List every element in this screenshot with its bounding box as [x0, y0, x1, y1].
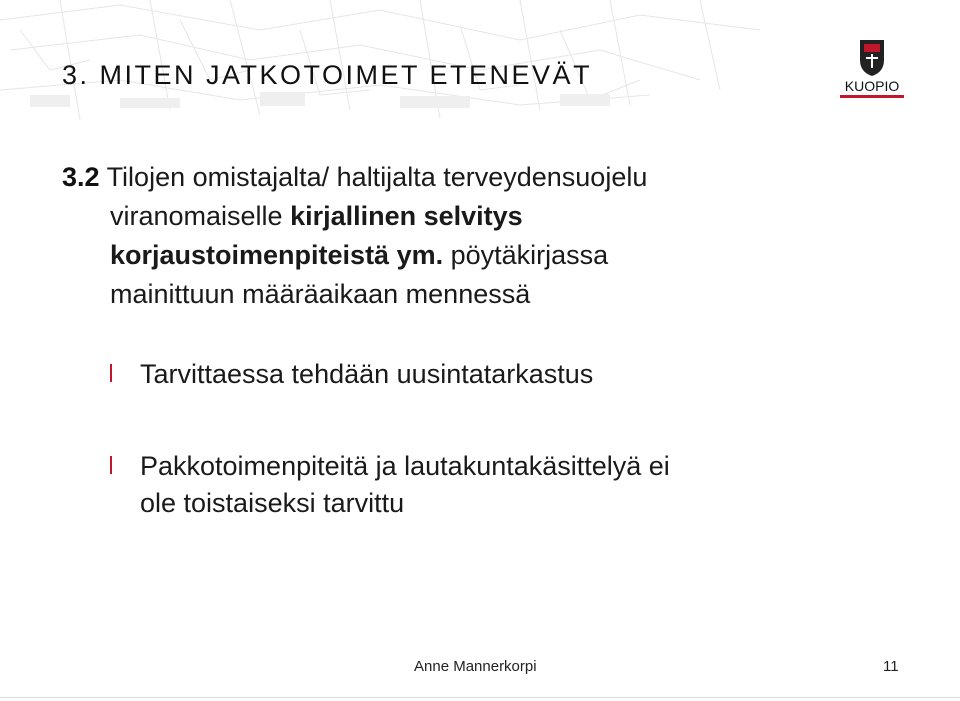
logo-underline: [840, 95, 904, 98]
bullet-text: [140, 448, 860, 522]
bullet-marker: [110, 456, 113, 478]
bullet-line: Tarvittaessa tehdään uusintatarkastus: [140, 359, 594, 389]
paragraph-line-2: [62, 197, 922, 236]
slide-body: [62, 158, 922, 314]
paragraph-text-1: Tilojen omistajalta/ haltijalta terveydensuojelu: [106, 162, 648, 192]
bullet-marker: [110, 364, 113, 386]
section-number: 3.2: [62, 162, 100, 192]
bullet-line: Pakkotoimenpiteitä ja lautakuntakäsittelyä ei: [140, 451, 670, 481]
paragraph-line-3: [62, 236, 922, 275]
logo-wordmark: KUOPIO: [844, 78, 900, 94]
slide-title: 3. MITEN JATKOTOIMET ETENEVÄT: [62, 60, 593, 90]
paragraph-line-1: [62, 158, 922, 197]
coat-of-arms-icon: [836, 38, 908, 78]
paragraph-text-3: pöytäkirjassa: [443, 240, 609, 270]
paragraph-bold-2: kirjallinen selvitys: [290, 201, 523, 231]
paragraph-line-4: mainittuun määräaikaan mennessä: [110, 279, 531, 309]
bullet-text: [140, 356, 860, 393]
kuopio-logo: [836, 38, 908, 100]
footer-divider: [0, 697, 960, 698]
bullet-line: ole toistaiseksi tarvittu: [140, 488, 405, 518]
footer-author: Anne Mannerkorpi: [414, 658, 537, 675]
page-number: 11: [883, 658, 899, 675]
paragraph-text-2: viranomaiselle: [110, 201, 291, 231]
main-paragraph: [62, 158, 922, 314]
paragraph-bold-3: korjaustoimenpiteistä ym.: [110, 240, 444, 270]
